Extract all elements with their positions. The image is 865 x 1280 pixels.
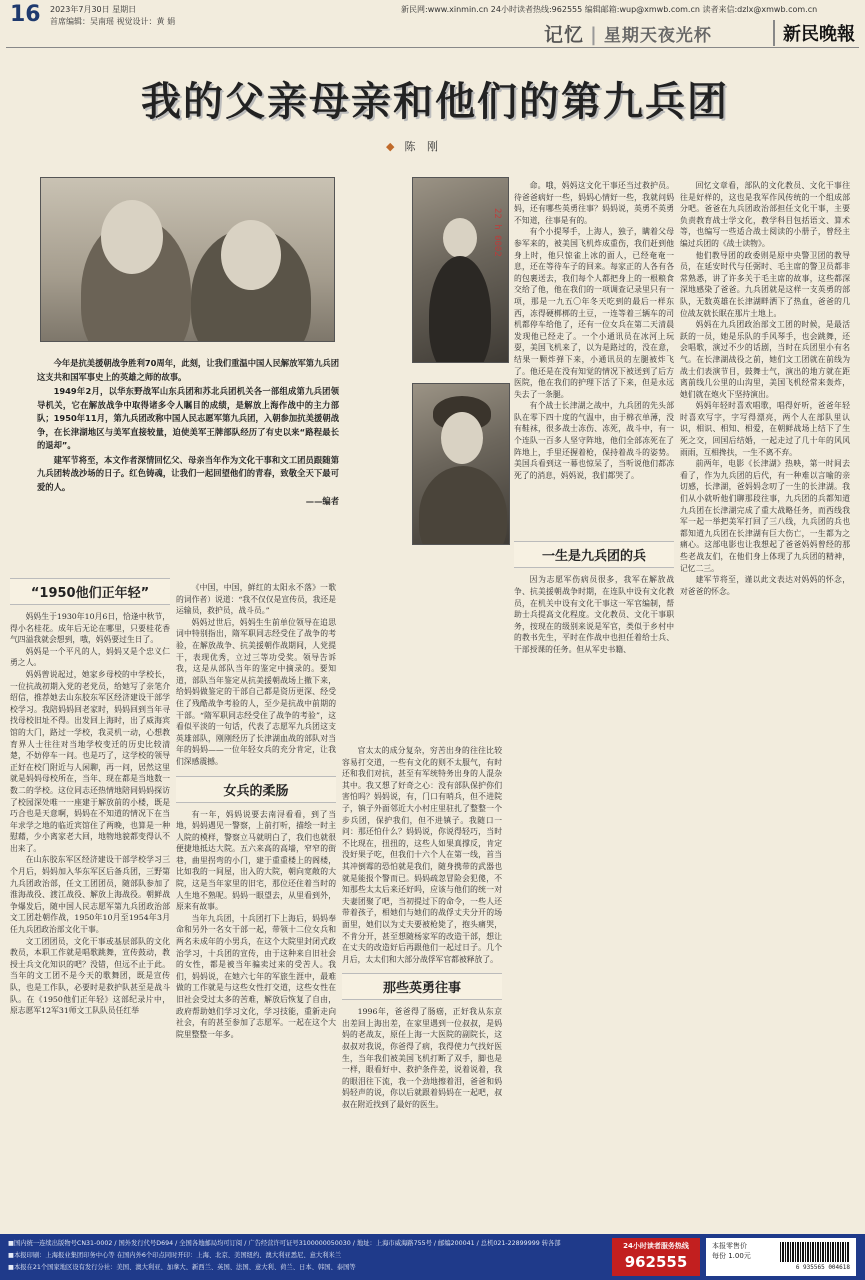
newspaper-logo: 新民晚報 — [773, 20, 855, 46]
page-number: 16 — [10, 2, 41, 27]
woman-soldier-photo — [412, 177, 509, 363]
paragraph: 官太太的成分复杂，穷苦出身的往往比较容易打交道，一些有文化的则不太服气，有时还和我们对抗，甚至有军统特务出身的人混杂其中。我又想了好奇之心：没有部队保护你们害怕吗？妈妈说，有，门口有哨兵，但不进院子，镇子外面邻近大小村庄里驻扎了整整一个步兵团，保护我们，但不进镇子。我随口一问：那还怕什么？妈妈说，你说得轻巧，当时不比现在，扭扭的，这些人如果真撑反，肯定没好果子吃，但我们十六个人在第一线，首当其冲倒霉的恐怕就是我们，随身携带的武器也就是能报个警而已。妈妈疏忽冒险会犯傻，不知那些太太后来还好吗，应该与他们的统一对夫妻团聚了吧，当初提过下的命令，一些人还带着孩子，相她们与她们的战俘丈夫分开的场面里，她们以为丈夫要被枪毙了，抱头痛哭，不肯分开，甚至想随杨家军的改造干部，想让在丈夫的改造好后再跟他们一起过日子。几个月后，太太们和大部分战俘军官都被释放了。 — [342, 746, 502, 964]
paragraph: 妈妈过世后，妈妈生生前单位领导在追思词中特别指出，隋军职同志经受住了战争的考验，在解放战争、抗美援朝作战期间，人党提干，表现优秀，立过三等功受奖。领导告诉我，这是从部队当年的鉴定中摘录的。要知道，部队当年鉴定从抗美援朝战场上撤下来，给妈妈做鉴定的干部自己都是资历更深、经受住了残酷战争考验的人，至少是抗战中前期的干部。“隋军职同志经受住了战争的考验”，这看似平淡的一句话，代表了志愿军九兵团这支英雄部队，刚刚经历了长津湖血战的部队对当年的妈妈——一位年轻女兵的充分肯定，让我们深感震撼。 — [176, 617, 336, 766]
subheading-ninth-corps: 一生是九兵团的兵 — [514, 541, 674, 568]
paragraph: 回忆文章看，部队的文化教员、文化干事往往是好样的，这也是我军作风传统的一个组成部分吧。爸爸在九兵团政治部担任文化干事，主要负责教育战士学文化，教学科目包括语文、算术等，也编写一些适合战士阅读的小册子，曾经主编过兵团的《战士读物》。 — [680, 181, 850, 248]
paragraph: 当年九兵团，十兵团打下上海后，妈妈奉命和另外一名女干部一起，带领十二位女兵和两名未成年的小男兵，在这个大院里封闭式政治学习，十兵团的宣传，由于这种来自旧社会的女性，都是被当年骗卖过来的受苦人。我们，妈妈说，在她六七年的军旅生涯中，最难做的工作就是与这些女性打交道，这些女性在旧社会受过太多的苦难，解放后恢复了自由，政府帮助她们学习文化，学习技能，重新走向社会，有的甚至参加了志愿军。一起在这个大院里整整一年多。 — [176, 913, 336, 1039]
section-name: 记忆 — [544, 24, 585, 46]
paragraph: 1996年，爸爸得了肠癌，正好我从东京出差回上海出差，在家里遇到一位叔叔，是妈妈的老战友，原任上海一大医院的副院长，这叔叔对我说，你爸得了病，我得使力气找好医生，当年我们被美国飞机打断了双手，脚也是一样，眼看好中、救护条件差，说着说着，我的眼泪往下流，我一个劲地擦着泪，爸爸和妈妈轻声的说，你以后就跟着妈妈在一起吧，叔叔在附近找到了最好的医生。 — [342, 1007, 502, 1110]
intro-paragraph: 今年是抗美援朝战争胜利70周年，此刻，让我们重温中国人民解放军第九兵团这支共和国军事史上的英雄之师的故事。 — [37, 358, 339, 382]
barcode-icon — [780, 1242, 850, 1262]
couple-photo — [40, 177, 335, 342]
paragraph: 建军节将至，谨以此文表达对妈妈的怀念，对爸爸的怀念。 — [680, 575, 850, 596]
hotline-label: 24小时读者服务热线 — [623, 1242, 689, 1250]
intro-paragraph: 1949年2月，以华东野战军山东兵团和苏北兵团机关各一部组成第九兵团领导机关，它在解放战争中取得诸多令人瞩目的成绩，是解放上海作战中的主力部队；1950年11月，第九兵团改称中国人民志愿军第九兵团，入朝参加抗美援朝战争，在长津湖地区与美军直接较量，迫使美军王牌部队经历了有史以来“路程最长的退却”。 — [37, 386, 339, 450]
price-value: 每份 1.00元 — [712, 1252, 751, 1260]
diamond-icon: ◆ — [386, 140, 399, 153]
paragraph: 有一年，妈妈说要去南浔看看，到了当地，妈妈遇见一警察，上前打听，描绘一时主人院的模样，警察立马就明白了，我们也就很便捷地抵达大院。五六来高的高墙，窄窄的街巷，曲里拐弯的小门，建于重重楼上的阁楼，比如我的一间屋，出入的大院，朝向宽敞的大院，这是当年家里的旧宅，那位还住着当时的人生地不熟呢。妈妈一眼望去，从里看到外，原来有故事。 — [176, 809, 336, 912]
hotline-box — [612, 1238, 700, 1276]
article-column-2 — [176, 582, 336, 1230]
editor-intro — [37, 357, 339, 510]
article-column-3 — [342, 745, 502, 1230]
price-box — [706, 1238, 856, 1276]
paragraph: 他们教导团的政委则是原中央警卫团的教导员，在延安时代与任弼时、毛主席的警卫员都非常熟悉，讲了许多关于毛主席的故事，这些都深深地感染了爸爸。九兵团就是这样一支英勇的部队，无数英雄在长津湖畔洒下了热血，爸爸的几位战友就长眠在那片土地上。 — [680, 250, 850, 318]
article-column-4 — [514, 180, 674, 1230]
man-soldier-photo — [412, 383, 510, 545]
paragraph: 妈妈在九兵团政治部文工团的时候，是最活跃的一员，她是乐队的手风琴手，也会跳舞，还会唱歌，演过不少的话剧，当时在兵团里小有名气。在长津湖战役之前，她们文工团就在前线为战士们表演节目，鼓舞士气，演出的地方就在距离前线几公里的山沟里，美国飞机经常来轰炸，她们就在炮火下坚持演出。 — [680, 320, 850, 399]
paragraph: 有个小提琴手，上海人，独子，瞒着父母参军来的，被美国飞机炸成重伤，我们赶到他身上时，他只惊雀上冰的面人，已经奄奄一息，还在等待车子的回来。每家正的人各有各的包裹送去，我们每个人都把身上的一根粮食交给了他，他在我们的一项调查记录里只有一项，那是一九五〇年冬天吃到的最后一样东西，冻得硬梆梆的土豆，一连等着三辆车的司机都停车给他了，还有一位女兵在第二天清晨发现他已经走了。一个小通讯员在冰河上玩耍，美国飞机来了，以为是路过的，没在意，结果一颗炸弹下来，小通讯员的左腿被炸飞了。他还是在没有知觉的情况下被送到了后方医院，他在我们的护理下活了下来，但是永远失去了一条腿。 — [514, 227, 674, 399]
article-column-1 — [10, 578, 170, 1230]
subheading-female-soldier: 女兵的柔肠 — [176, 776, 336, 803]
paragraph: 命。哦，妈妈这文化干事还当过救护员。待爸爸病好一些，妈妈心情好一些，我就问妈妈，还有哪些英勇往事？妈妈说，英勇不英勇不知道，往事是有的。 — [514, 181, 674, 225]
price-label: 本报零售价 — [712, 1242, 747, 1250]
byline — [386, 138, 442, 154]
footer-line: ■国内统一连续出版物号CN31-0002 / 国外发行代号D694 / 全国各地邮局均可订阅 / 广告经营许可证号3100000050030 / 地址：上海市威海路755号 / 邮编200041 / 总机021-22899999 转各部 — [8, 1240, 561, 1247]
paragraph: 妈妈年轻时喜欢唱歌，唱得好听，爸爸年轻时喜欢写字，字写得漂亮，两个人在部队里认识，相识、相知、相爱，在朝鲜战场上结下了生死之交，回国后结婚，一起走过了几十年的风风雨雨，互相搀扶，一生不离不弃。 — [680, 401, 850, 457]
paragraph: 妈妈曾说起过，她家乡母校的中学校长，一位抗战初期入党的老党员，给她写了亲笔介绍信，推荐她去山东胶东军区经济建设干部学校学习。我陪妈妈回老家时，妈妈回到当年寻找母校旧址不得。出发回上海时，出了威海宾馆的大门，路过一学校，我灵机一动，心想教育界人士往往对当地学校变迁的历史比较清楚，不妨停车一问。也是巧了，这学校的领导正好在校门附近与人闲聊，再一问，居然这里就是妈妈母校所在，当年、现在都是当地数一数二的学校。这位同志还热情地陪同妈妈探访了校园深处唯一一座建于解放前的小楼，既是巧合也是天意啊，妈妈在不知道的情况下在当年求学之地的临近宾馆住了两晚，也算是一种慰藉，少小离家老大回，地物地貌都变得认不出来了。 — [10, 669, 170, 853]
article-title: 我的父亲母亲和他们的第九兵团 — [141, 79, 729, 125]
subsection-name: 星期天夜光杯 — [603, 26, 712, 46]
paragraph: 妈妈生于1930年10月6日，恰逢中秋节，得小名桂花。成年后无论在哪里，只要桂花香气四溢我就会想到，哦，妈妈要过生日了。 — [10, 612, 170, 645]
page-footer — [0, 1234, 865, 1280]
barcode-number: 6 935565 004618 — [795, 1264, 850, 1271]
paragraph: 妈妈是一个平凡的人，妈妈又是个忠义仁勇之人。 — [10, 646, 170, 668]
hotline-number: 962555 — [624, 1253, 688, 1271]
author-name: 陈 刚 — [404, 140, 442, 153]
footer-info — [8, 1238, 608, 1274]
article-column-5 — [680, 180, 850, 1230]
paragraph: 《中国，中国，鲜红的太阳永不落》一歌的词作者）说道：“我不仅仅是宣传员，我还是运输员，救护员，战斗员。” — [176, 583, 336, 616]
paragraph: 有个战士长津湖之战中，九兵团的先头部队在零下四十度的气温中，由于棉衣单薄，没有鞋袜，很多战士冻伤、冻死，战斗中，有一个连队一百多人坚守阵地，他们全部冻死在了阵地上，手里还握着枪，保持着战斗的姿势。美国兵看到这一幕也惊呆了，当听说他们都冻死了的消息，妈妈说，我们都哭了。 — [514, 401, 674, 480]
section-divider: | — [590, 24, 598, 46]
editor-credits: 首席编辑：吴南瑶 视觉设计：黄 娟 — [50, 17, 176, 26]
paragraph: 文工团团员，文化干事或基层部队的文化教员，本职工作就是唱歌跳舞，宣传鼓动，教授士兵文化知识的吧？没错，但远不止于此。当年的文工团不是今天的歌舞团，既是宣传队，也是工作队，必要时是救护队甚至是战斗队。在《1950他们正年轻》这部纪录片中，原志愿军12军31师文工队队员任红举 — [10, 936, 170, 1016]
paragraph: 在山东胶东军区经济建设干部学校学习三个月后，妈妈加入华东军区后备兵团，三野第九兵团政治部，任文工团团员，随部队参加了淮海战役、渡江战役、解放上海战役。朝鲜战争爆发后，随中国人民志愿军第九兵团政治部文工团赴朝作战，1950年10月至1954年3月任九兵团政治部文化干事。 — [10, 855, 170, 935]
intro-signature: ——编者 — [305, 496, 339, 506]
photo-stamp: 22 h 0002 — [492, 208, 502, 257]
footer-line: ■本报印刷：上海报业集团印务中心等 在国内外6个印点同时开印：上海、北京、美国纽约、澳大利亚悉尼、意大利米兰 — [8, 1252, 342, 1259]
intro-paragraph: 建军节将至，本文作者深情回忆父、母亲当年作为文化干事和文工团员跟随第九兵团转战沙场的日子。红色铸魂，让我们一起回望他们的青春，致敬全天下最可爱的人。 — [37, 454, 339, 492]
subheading-heroic-deeds: 那些英勇往事 — [342, 973, 502, 1000]
issue-date: 2023年7月30日 星期日 — [50, 5, 137, 14]
footer-line: ■本报在21个国家地区设有发行分社：美国、澳大利亚、加拿大、新西兰、英国、法国、意大利、荷兰、日本、韩国、泰国等 — [8, 1264, 356, 1271]
page-header — [6, 0, 859, 48]
paragraph: 因为志愿军伤病员很多，我军在解放战争、抗美援朝战争时期，在连队中设有文化教员，在机关中设有文化干事这一军官编制，帮助士兵提高文化程度。文化教员、文化干事职务，按现在的级别来说是军官，类似于乡村中的教书先生，平时在作战中也担任着给士兵、干部授课的任务。但从军史书籍、 — [514, 575, 674, 654]
paragraph: 前两年，电影《长津湖》热映，第一时间去看了，作为九兵团的后代，有一种难以言喻的亲切感，长津湖，爸妈妈念叨了一生的长津湖。我们从小就听他们聊那段往事，九兵团的兵都知道九兵团在长津湖完成了重大战略任务，而西线我军一起一举把美军打回了三八线，九兵团的兵也都知道九兵团在长津湖有巨大伤亡，一生都为之痛心。这部电影也让我想起了爸爸妈妈曾经的那些老战友们，在他们身上体现了九兵团的精神，记忆二三。 — [680, 459, 850, 573]
contact-line: 新民网:www.xinmin.cn 24小时读者热线:962555 编辑邮箱:wup@xmwb.com.cn 读者来信:dzlx@xmwb.com.cn — [401, 5, 818, 14]
subheading-1950: “1950他们正年轻” — [10, 578, 170, 605]
section-title — [544, 20, 712, 47]
